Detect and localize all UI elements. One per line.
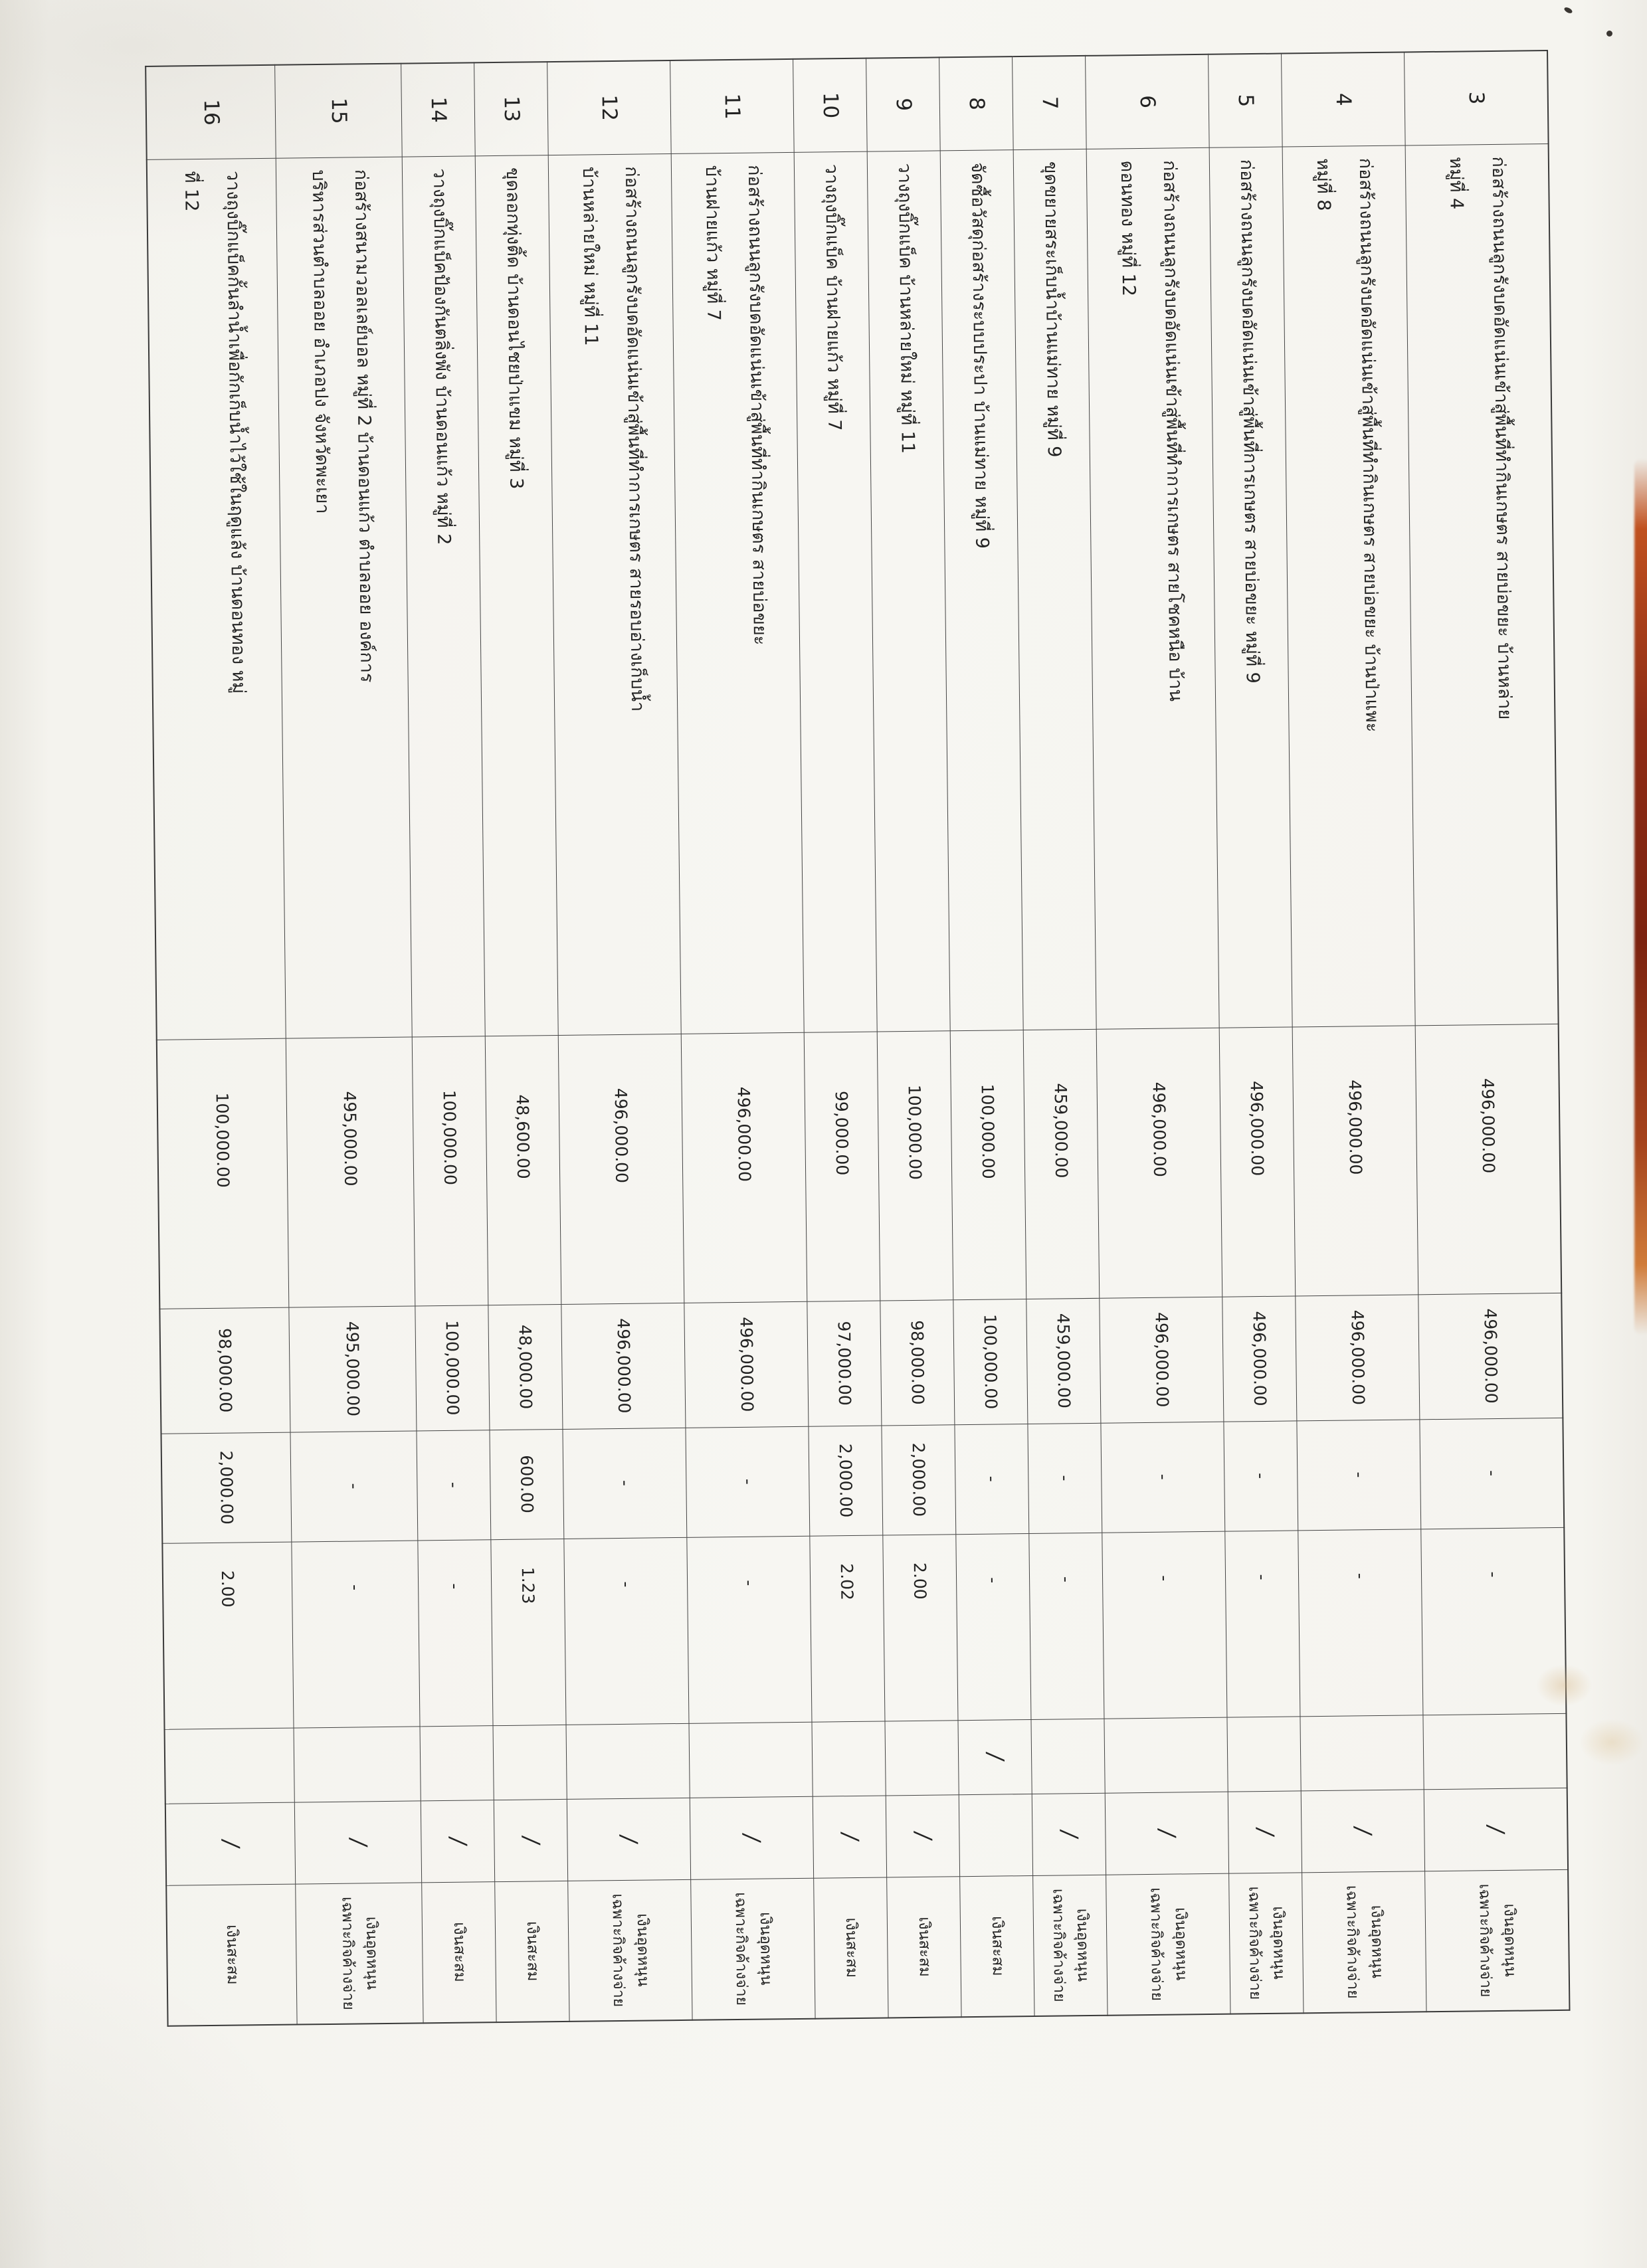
check-slash-mark: / [738,1832,766,1843]
description-line: วางถุงบิ๊กแบ็ค บ้านหล่ายใหม่ หมู่ที่ 11 [894,163,918,454]
fund-source-line: เงินสะสม [842,1917,861,1978]
fund-source-line: เฉพาะกิจค้างจ่าย [1343,1885,1362,1999]
row-number-cell: 5 [1209,54,1283,147]
description-line: จัดซื้อวัสดุก่อสร้างระบบประปา บ้านแม่ทาย หมู่ที่ 9 [967,162,993,549]
amount-col-4-cell: - [1298,1529,1423,1716]
check-col-1-cell [1227,1716,1301,1791]
check-col-1-cell [812,1721,886,1796]
row-number-cell: 11 [670,59,795,153]
fund-source-line: เฉพาะกิจค้างจ่าย [1147,1887,1166,2002]
fund-source-lines [815,1877,888,2018]
row-number-cell: 3 [1405,50,1549,145]
project-description-cell [795,151,878,1032]
amount-col-1-cell: 48,600.00 [486,1035,562,1305]
fund-source-line: เงินอุดหนุน [1270,1906,1288,1980]
fund-source-lines [1230,1873,1304,2014]
amount-col-4-cell: 2.00 [162,1542,294,1729]
check-slash-mark: / [1056,1828,1083,1840]
amount-col-1-cell: 496,000.00 [1097,1028,1223,1298]
description-lines [795,151,877,1032]
amount-col-3-cell: 2,000.00 [161,1432,292,1543]
table-row [145,65,297,2026]
check-col-2-cell [494,1799,568,1881]
amount-col-3-cell: - [417,1430,491,1540]
project-description-cell [276,157,413,1038]
description-line: ขุดลอกทุ่งติ้ด บ้านดอนไชยป่าแขม หมู่ที่ 3 [502,167,527,490]
fund-source-line: เฉพาะกิจค้างจ่าย [731,1892,751,2006]
description-line: ก่อสร้างถนนลูกรังบดอัดแน่นเข้าสู่พื้นที่ทำการเกษตร สายรอบอ่างเก็บน้ำ [621,165,648,712]
scan-edge-streak-artifact [1634,458,1647,1335]
amount-col-2-cell: 98,000.00 [159,1307,290,1434]
row-number-cell: 14 [401,62,476,156]
amount-col-4-cell: - [1102,1531,1227,1719]
amount-col-3-cell: - [955,1424,1029,1534]
amount-col-1-cell: 100,000.00 [413,1036,489,1305]
amount-col-2-cell: 100,000.00 [953,1299,1028,1424]
project-description-cell [868,150,951,1031]
amount-col-4-cell: - [1029,1533,1104,1719]
check-col-1-cell [421,1725,494,1800]
fund-source-line: เฉพาะกิจค้างจ่าย [609,1893,628,2008]
table-row [547,60,692,2022]
description-lines [276,157,412,1038]
amount-col-2-cell: 100,000.00 [415,1305,490,1430]
fund-source-line: เงินสะสม [916,1917,934,1977]
check-col-2-cell [1302,1789,1425,1872]
table-row [1086,54,1230,2016]
check-col-2-cell [1424,1788,1568,1871]
amount-col-2-cell: 98,000.00 [880,1299,955,1425]
fund-source-lines [888,1877,961,2018]
check-col-1-cell [885,1720,959,1795]
project-description-cell [1087,147,1220,1029]
check-col-2-cell [295,1800,422,1883]
description-line: ดอนทอง หมู่ที่ 12 [1117,160,1139,297]
amount-col-1-cell: 496,000.00 [1293,1025,1419,1295]
check-slash-mark: / [1482,1824,1509,1835]
check-slash-mark: / [982,1751,1009,1762]
project-description-cell [1283,145,1416,1026]
check-slash-mark: / [1153,1827,1181,1839]
amount-col-1-cell: 100,000.00 [157,1038,290,1309]
description-line: ก่อสร้างถนนลูกรังบดอัดแน่นเข้าสู่พื้นที่ทำการเกษตร สายโชคหนือ บ้าน [1159,159,1187,702]
check-col-2-cell [886,1794,960,1877]
row-number-cell: 6 [1086,54,1210,149]
amount-col-4-cell: - [418,1539,493,1726]
check-col-1-cell [567,1723,690,1799]
description-line: ก่อสร้างสนามวอลเลย์บอล หมู่ที่ 2 บ้านดอนแก้ว ตำบลออย องค์การ [350,169,377,683]
description-line: วางถุงบิ๊กแบ็คป้องกันตลิ่งพัง บ้านดอนแก้ว หมู่ที่ 2 [429,168,454,545]
description-lines [941,150,1023,1030]
fund-source-cell [814,1877,888,2018]
check-slash-mark: / [836,1831,864,1842]
description-line: วางถุงบิ๊กแบ็ค บ้านฝายแก้ว หมู่ที่ 7 [821,163,845,431]
fund-source-line: เงินอุดหนุน [1367,1905,1386,1979]
amount-col-2-cell: 97,000.00 [807,1301,882,1426]
description-lines [1014,149,1096,1029]
check-slash-mark: / [444,1835,472,1847]
check-col-1-cell [494,1725,567,1800]
row-number-cell: 12 [547,60,672,155]
check-slash-mark: / [345,1836,372,1848]
amount-col-1-cell: 496,000.00 [559,1034,685,1304]
description-lines [549,153,681,1034]
amount-col-1-cell: 99,000.00 [805,1032,881,1301]
row-number-cell: 4 [1282,52,1406,146]
amount-col-1-cell: 496,000.00 [1220,1026,1296,1296]
fund-source-line: เงินอุดหนุน [1171,1907,1190,1981]
fund-source-cell [166,1884,297,2026]
amount-col-2-cell: 495,000.00 [289,1305,417,1432]
fund-source-lines [692,1878,815,2020]
fund-source-cell [960,1875,1034,2017]
fund-source-lines [496,1881,569,2022]
check-slash-mark: / [615,1834,643,1845]
description-lines [403,156,485,1036]
project-description-cell [476,155,559,1036]
project-description-cell [549,153,682,1035]
fund-source-line: เงินอุดหนุน [363,1916,381,1990]
amount-col-2-cell: 496,000.00 [1418,1293,1563,1419]
check-slash-mark: / [1349,1825,1377,1837]
row-number-cell: 7 [1013,56,1087,149]
fund-source-line: เงินอุดหนุน [1500,1903,1519,1977]
description-line: บริหารส่วนตำบลออย อำเภอปง จังหวัดพะเยา [308,169,333,514]
description-line: ที่ 12 [180,171,202,212]
table-row [1282,52,1426,2013]
description-lines [147,158,286,1039]
amount-col-3-cell: - [1224,1420,1298,1531]
amount-col-1-cell: 100,000.00 [878,1030,954,1300]
fund-source-cell [422,1881,496,2023]
row-number-cell: 15 [275,64,403,158]
rotated-table-area [146,50,1570,2026]
fund-source-cell [568,1879,692,2022]
check-slash-mark: / [1252,1826,1279,1838]
row-number-cell: 8 [939,56,1014,150]
fund-source-cell [1425,1869,1569,2012]
description-line: ขุดขยายสระเก็บน้ำบ้านแม่ทาย หมู่ที่ 9 [1040,161,1064,458]
amount-col-4-cell: - [687,1536,812,1723]
fund-source-line: เงินอุดหนุน [756,1912,775,1986]
project-description-cell [1014,149,1097,1030]
check-slash-mark: / [910,1830,937,1842]
check-col-1-cell [165,1728,295,1804]
table-row [275,64,423,2025]
description-line: ก่อสร้างถนนลูกรังบดอัดแน่นเข้าสู่พื้นที่การเกษตร สายบ่อขยะ หมู่ที่ 9 [1236,159,1263,684]
check-col-2-cell [1032,1793,1106,1875]
description-line: บ้านหล่ายใหม่ หมู่ที่ 11 [579,166,602,346]
fund-source-line: เงินอุดหนุน [633,1913,652,1987]
amount-col-3-cell: - [563,1428,687,1539]
amount-col-3-cell: - [1420,1418,1564,1529]
description-lines [1210,147,1292,1027]
amount-col-1-cell: 496,000.00 [1416,1024,1562,1294]
check-col-2-cell [567,1798,691,1881]
amount-col-3-cell: 2,000.00 [882,1424,956,1535]
amount-col-2-cell: 496,000.00 [1222,1295,1297,1421]
amount-col-4-cell: - [1225,1530,1300,1717]
fund-source-line: เงินสะสม [223,1925,241,1985]
amount-col-1-cell: 100,000.00 [951,1030,1027,1299]
fund-source-lines [1303,1871,1426,2013]
project-description-cell [403,155,486,1036]
check-col-2-cell [690,1796,814,1879]
table-body [145,50,1569,2026]
fund-source-line: เฉพาะกิจค้างจ่าย [1049,1888,1068,2002]
amount-col-4-cell: - [292,1540,420,1727]
amount-col-2-cell: 496,000.00 [1296,1294,1420,1420]
amount-col-2-cell: 496,000.00 [1100,1297,1224,1423]
amount-col-2-cell: 48,000.00 [488,1304,563,1430]
fund-source-lines [167,1884,297,2026]
fund-source-lines [569,1879,692,2021]
amount-col-4-cell: 2.02 [810,1535,885,1721]
amount-col-4-cell: 2.00 [883,1534,958,1721]
check-col-2-cell [165,1802,296,1885]
check-col-2-cell [421,1800,495,1882]
amount-col-3-cell: - [290,1430,418,1541]
check-slash-mark: / [518,1834,545,1846]
amount-col-4-cell: - [564,1537,689,1725]
check-col-2-cell [1228,1790,1302,1873]
fund-source-lines [961,1875,1034,2016]
amount-col-2-cell: 496,000.00 [561,1303,686,1429]
check-col-2-cell [1106,1792,1229,1875]
project-description-cell [672,152,805,1034]
project-description-cell [1210,147,1293,1028]
description-lines [1283,145,1415,1026]
fund-source-cell [1302,1871,1426,2013]
amount-col-3-cell: - [686,1426,810,1537]
check-col-1-cell [294,1726,421,1802]
description-line: ก่อสร้างถนนลูกรังบดอัดแน่นเข้าสู่พื้นที่ทำกินเกษตร สายบ่อขยะ บ้านหล่าย [1488,156,1515,720]
amount-col-4-cell: - [1421,1527,1566,1715]
fund-source-line: เงินสะสม [989,1915,1007,1976]
project-description-cell [147,158,286,1040]
fund-source-cell [495,1881,569,2022]
amount-col-1-cell: 495,000.00 [286,1036,416,1307]
row-number-cell: 9 [866,57,941,151]
check-col-2-cell [959,1794,1033,1876]
fund-source-lines [1426,1869,1569,2011]
check-col-1-cell [1031,1719,1105,1794]
fund-source-line: เฉพาะกิจค้างจ่าย [1245,1886,1264,2000]
fund-source-line: เงินสะสม [524,1921,542,1982]
fund-source-line: เงินสะสม [450,1922,469,1982]
description-line: ก่อสร้างถนนลูกรังบดอัดแน่นเข้าสู่พื้นที่ทำกินเกษตร สายบ่อขยะ บ้านป่าแพะ [1355,157,1383,733]
fund-source-line: เงินอุดหนุน [1074,1908,1092,1982]
fund-source-lines [296,1883,423,2024]
description-line: วางถุงบิ๊กแบ็คกั้นลำน้ำเพื่อกักเก็บน้ำไว้ใช้ในฤดูแล้ง บ้านดอนทอง หมู่ [223,170,250,694]
amount-col-4-cell: - [956,1533,1031,1720]
row-number-cell: 13 [474,62,549,155]
amount-col-1-cell: 459,000.00 [1024,1029,1100,1299]
amount-col-2-cell: 459,000.00 [1026,1298,1101,1424]
check-col-1-cell [689,1722,813,1798]
budget-table [145,50,1570,2027]
description-line: หมู่ที่ 4 [1446,156,1467,210]
amount-col-3-cell: - [1101,1422,1225,1533]
amount-col-3-cell: - [1297,1419,1421,1530]
fund-source-lines [1034,1875,1108,2016]
fund-source-cell [691,1878,815,2020]
fund-source-cell [887,1876,961,2018]
fund-source-cell [1229,1872,1304,2014]
check-col-2-cell [813,1795,887,1877]
fund-source-cell [1033,1875,1108,2016]
description-lines [476,155,558,1036]
check-col-1-cell [1423,1713,1567,1789]
fund-source-line: เฉพาะกิจค้างจ่าย [1476,1883,1495,1998]
check-slash-mark: / [217,1838,244,1849]
row-number-cell: 16 [145,65,276,159]
ink-speck [1563,6,1573,14]
amount-col-3-cell: - [1028,1423,1102,1533]
check-col-1-cell [958,1719,1032,1794]
amount-col-3-cell: 2,000.00 [809,1426,883,1536]
description-lines [672,152,804,1033]
description-line: บ้านฝายแก้ว หมู่ที่ 7 [702,165,725,322]
description-lines [868,151,950,1031]
amount-col-1-cell: 496,000.00 [682,1032,808,1303]
description-lines [1406,144,1558,1025]
project-description-cell [1406,143,1559,1025]
row-number-cell: 10 [793,58,868,152]
fund-source-line: เฉพาะกิจค้างจ่าย [338,1896,357,2010]
fund-source-lines [423,1882,496,2023]
project-description-cell [941,149,1024,1030]
fund-source-lines [1107,1873,1230,2015]
fund-source-cell [296,1882,423,2024]
table-row [1405,50,1569,2012]
description-lines [1087,147,1219,1028]
amount-col-3-cell: 600.00 [490,1429,564,1539]
check-col-1-cell [1300,1715,1424,1790]
amount-col-4-cell: 1.23 [491,1539,566,1725]
check-col-1-cell [1104,1717,1228,1793]
description-line: หมู่ที่ 8 [1313,158,1335,211]
table-row [670,59,815,2020]
fund-source-cell [1106,1873,1230,2016]
description-line: ก่อสร้างถนนลูกรังบดอัดแน่นเข้าสู่พื้นที่ทำกินเกษตร สายบ่อขยะ [744,164,771,646]
amount-col-2-cell: 496,000.00 [684,1301,809,1428]
ink-speck [1606,31,1612,37]
